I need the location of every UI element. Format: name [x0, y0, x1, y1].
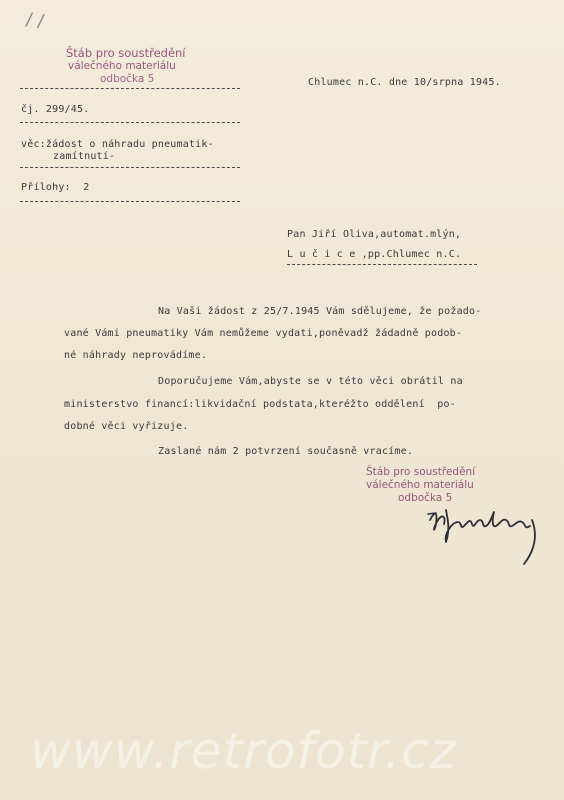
- stamp-bottom-line1: Štáb pro soustředění: [366, 466, 476, 478]
- body-line-6: dobné věci vyřizuje.: [64, 421, 189, 432]
- body-line-2: vané Vámi pneumatiky Vám nemůžeme vydati,poněvadž žádadně podob-: [64, 328, 463, 339]
- body-line-7: Zaslané nám 2 potvrzení současně vracíme.: [158, 446, 414, 457]
- stamp-bottom-line2: válečného materiálu: [366, 479, 474, 491]
- recipient-line-2: L u č i c e ,pp.Chlumec n.C.: [287, 249, 462, 260]
- handwritten-signature: [420, 490, 550, 570]
- subject-line-1: věc:žádost o náhradu pneumatik-: [21, 139, 214, 150]
- attachments: Přílohy: 2: [21, 182, 90, 193]
- divider-1: [20, 88, 240, 89]
- divider-3: [20, 167, 240, 168]
- stamp-bottom-line3: odbočka 5: [398, 492, 453, 504]
- divider-2: [20, 122, 240, 123]
- body-line-5: ministerstvo financí:likvidační podstata,kteréžto oddělení po-: [64, 399, 456, 410]
- recipient-line-1: Pan Jiří Oliva,automat.mlýn,: [287, 229, 462, 240]
- body-line-1: Na Vaši žádost z 25/7.1945 Vám sdělujeme, že požado-: [158, 306, 482, 317]
- divider-4: [20, 201, 240, 202]
- stamp-top-line3: odbočka 5: [100, 73, 155, 85]
- reference-number: čj. 299/45.: [21, 104, 90, 115]
- subject-line-2: zamítnutí-: [53, 151, 116, 162]
- watermark: www.retrofotr.cz: [30, 722, 457, 780]
- place-date: Chlumec n.C. dne 10/srpna 1945.: [308, 77, 501, 88]
- pencil-mark: / /: [24, 8, 46, 33]
- recipient-underline: [287, 264, 477, 265]
- stamp-top: [66, 47, 186, 86]
- stamp-top-line1: Štáb pro soustředění: [66, 46, 186, 60]
- body-line-3: né náhrady neprovádíme.: [64, 350, 208, 361]
- stamp-top-line2: válečného materiálu: [68, 60, 176, 72]
- body-line-4: Doporučujeme Vám,abyste se v této věci obrátil na: [158, 376, 463, 387]
